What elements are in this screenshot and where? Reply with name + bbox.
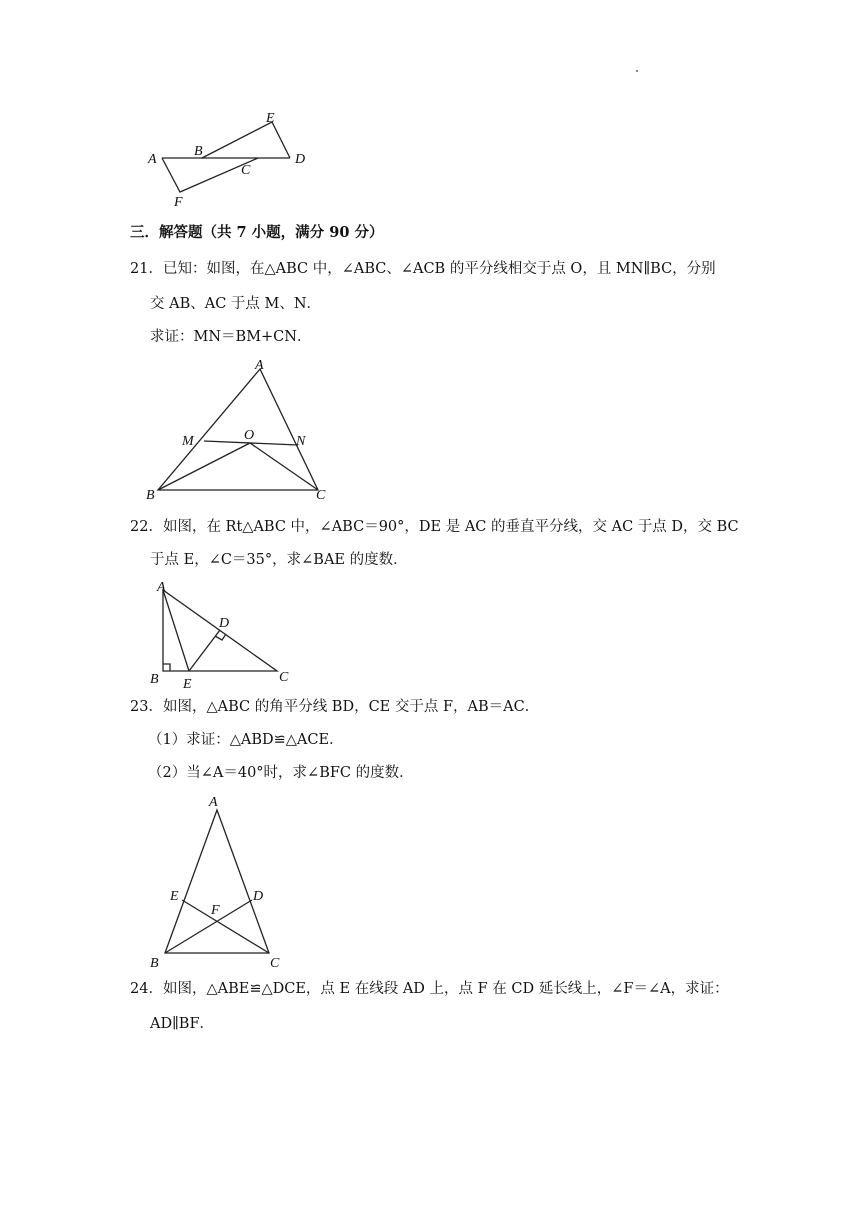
segment-BD: [165, 900, 252, 953]
label-E: E: [183, 677, 192, 690]
q22-text-line1: 22．如图，在 Rt△ABC 中，∠ABC＝90°，DE 是 AC 的垂直平分线，交 AC 于点 D，交 BC: [130, 519, 739, 535]
q21-text-line2: 交 AB、AC 于点 M、N．: [150, 296, 322, 312]
section-title: 三．解答题（共 7 小题，满分 90 分）: [130, 224, 384, 241]
label-A: A: [148, 152, 157, 167]
segment-AE: [163, 590, 189, 671]
figure-q23: [145, 790, 290, 972]
label-B: B: [150, 672, 159, 687]
triangle-ABC: [165, 810, 269, 953]
segment-CE: [182, 900, 269, 953]
label-C: C: [279, 670, 289, 685]
label-B: B: [146, 488, 155, 503]
right-angle-B: [163, 664, 170, 671]
figure-q22: [145, 578, 295, 690]
label-M: M: [182, 434, 194, 449]
q23-part2: （2）当∠A＝40°时，求∠BFC 的度数．: [148, 765, 414, 781]
label-D: D: [219, 616, 230, 631]
label-D: D: [253, 889, 264, 904]
triangle-ABC: [158, 369, 318, 490]
q24-text-line1: 24．如图，△ABE≌△DCE，点 E 在线段 AD 上，点 F 在 CD 延长线上，∠F＝∠A，求证：: [130, 981, 729, 997]
page-dot-mark: [636, 70, 638, 72]
label-F: F: [174, 195, 183, 210]
label-C: C: [241, 163, 251, 178]
label-A: A: [255, 358, 264, 373]
label-N: N: [296, 434, 306, 449]
segment-OC: [250, 443, 318, 490]
label-A: A: [157, 580, 166, 595]
label-B: B: [194, 144, 203, 159]
q23-text-line1: 23．如图，△ABC 的角平分线 BD，CE 交于点 F，AB＝AC．: [130, 699, 540, 715]
label-E: E: [170, 889, 179, 904]
q24-text-line2: AD∥BF．: [150, 1016, 215, 1032]
label-B: B: [150, 956, 159, 971]
q22-text-line2: 于点 E，∠C＝35°，求∠BAE 的度数．: [150, 552, 408, 568]
q21-text-line1: 21．已知：如图，在△ABC 中，∠ABC、∠ACB 的平分线相交于点 O，且 MN∥BC，分别: [130, 261, 716, 277]
label-D: D: [295, 152, 306, 167]
label-A: A: [209, 795, 218, 810]
q21-text-line3: 求证：MN＝BM+CN．: [150, 329, 312, 345]
label-E: E: [266, 111, 275, 126]
figure-q21: [140, 355, 340, 505]
q23-part1: （1）求证：△ABD≌△ACE．: [148, 732, 344, 748]
label-O: O: [244, 428, 255, 443]
segment-BED: [202, 122, 290, 158]
label-C: C: [270, 956, 280, 971]
figure-previous-question: [140, 108, 320, 212]
segment-BO: [158, 443, 250, 490]
label-C: C: [316, 488, 326, 503]
label-F: F: [211, 903, 220, 918]
